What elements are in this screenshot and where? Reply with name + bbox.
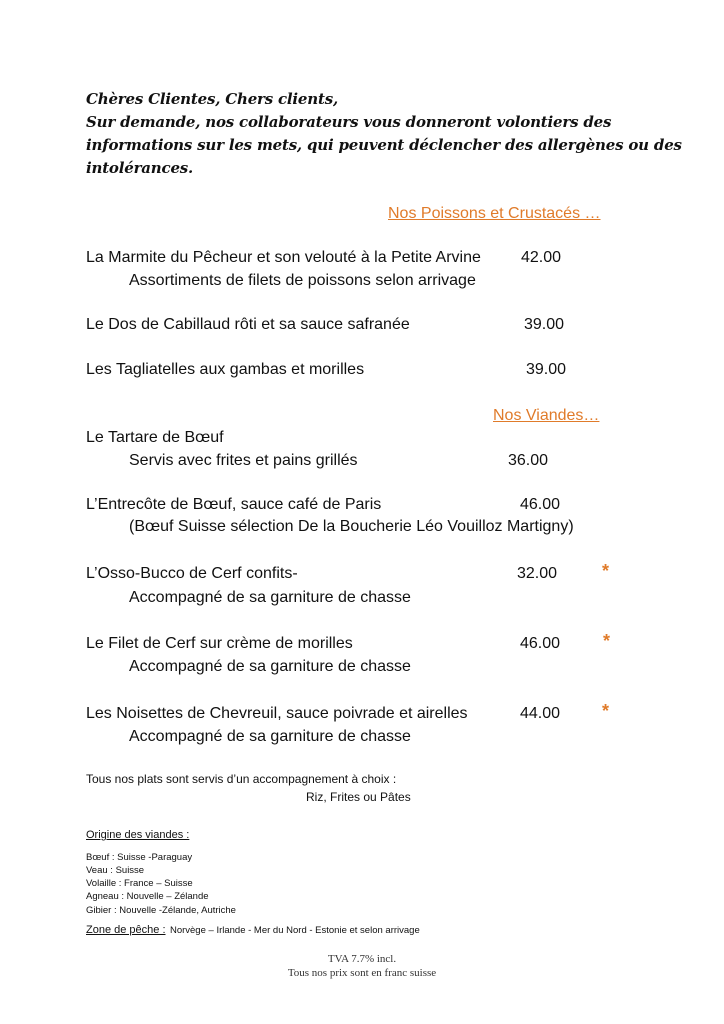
section-title-fish: Nos Poissons et Crustacés …: [388, 205, 601, 222]
dish-desc: (Bœuf Suisse sélection De la Boucherie Léo Vouilloz Martigny): [129, 518, 574, 535]
dish-price: 46.00: [520, 496, 561, 513]
dish-desc: Accompagné de sa garniture de chasse: [129, 589, 411, 606]
origin-line: Bœuf : Suisse -Paraguay: [86, 852, 193, 863]
intro-line: intolérances.: [86, 159, 194, 177]
dish-price: 39.00: [524, 316, 565, 333]
dish-name: Le Filet de Cerf sur crème de morilles: [86, 635, 353, 652]
origin-title: Origine des viandes :: [86, 829, 190, 841]
section-title-meat: Nos Viandes…: [493, 407, 600, 424]
intro-line: Chères Clientes, Chers clients,: [86, 90, 338, 108]
dish-name: L’Osso-Bucco de Cerf confits-: [86, 565, 298, 582]
dish-name: La Marmite du Pêcheur et son velouté à la Petite Arvine: [86, 249, 481, 266]
origin-line: Veau : Suisse: [86, 865, 145, 876]
dish-price: 42.00: [521, 249, 562, 266]
footer-currency: [0, 968, 724, 979]
accompaniment-text: Tous nos plats sont servis d’un accompagnement à choix :: [86, 772, 397, 786]
dish-name: Le Dos de Cabillaud rôti et sa sauce safranée: [86, 316, 410, 333]
dish-desc: Accompagné de sa garniture de chasse: [129, 658, 411, 675]
game-asterisk: *: [602, 561, 610, 581]
fishing-zone: [86, 921, 420, 937]
dish-desc: Assortiments de filets de poissons selon arrivage: [129, 272, 476, 289]
origin-line: Agneau : Nouvelle – Zélande: [86, 891, 209, 902]
currency-text: Tous nos prix sont en franc suisse: [287, 967, 437, 979]
origin-line: Gibier : Nouvelle -Zélande, Autriche: [86, 905, 236, 916]
dish-name: Les Tagliatelles aux gambas et morilles: [86, 361, 365, 378]
origin-line: Volaille : France – Suisse: [86, 878, 193, 889]
fishing-zone-value: Norvège – Irlande - Mer du Nord - Estonie et selon arrivage: [169, 925, 420, 936]
dish-name: Les Noisettes de Chevreuil, sauce poivrade et airelles: [86, 705, 468, 722]
dish-desc: Accompagné de sa garniture de chasse: [129, 728, 411, 745]
intro-line: informations sur les mets, qui peuvent déclencher des allergènes ou des: [86, 136, 682, 154]
footer-vat: [0, 954, 724, 965]
dish-price: 46.00: [520, 635, 561, 652]
dish-name: L’Entrecôte de Bœuf, sauce café de Paris: [86, 496, 382, 513]
dish-price: 39.00: [526, 361, 567, 378]
dish-price: 36.00: [508, 452, 549, 469]
dish-name: Le Tartare de Bœuf: [86, 429, 224, 446]
game-asterisk: *: [603, 631, 611, 651]
dish-price: 32.00: [517, 565, 558, 582]
dish-price: 44.00: [520, 705, 561, 722]
game-asterisk: *: [602, 701, 610, 721]
accompaniment-options: Riz, Frites ou Pâtes: [306, 790, 411, 804]
intro-line: Sur demande, nos collaborateurs vous donneront volontiers des: [86, 113, 612, 131]
vat-text: TVA 7.7% incl.: [327, 953, 397, 965]
dish-desc: Servis avec frites et pains grillés: [129, 452, 358, 469]
fishing-zone-label: Zone de pêche :: [86, 924, 166, 936]
